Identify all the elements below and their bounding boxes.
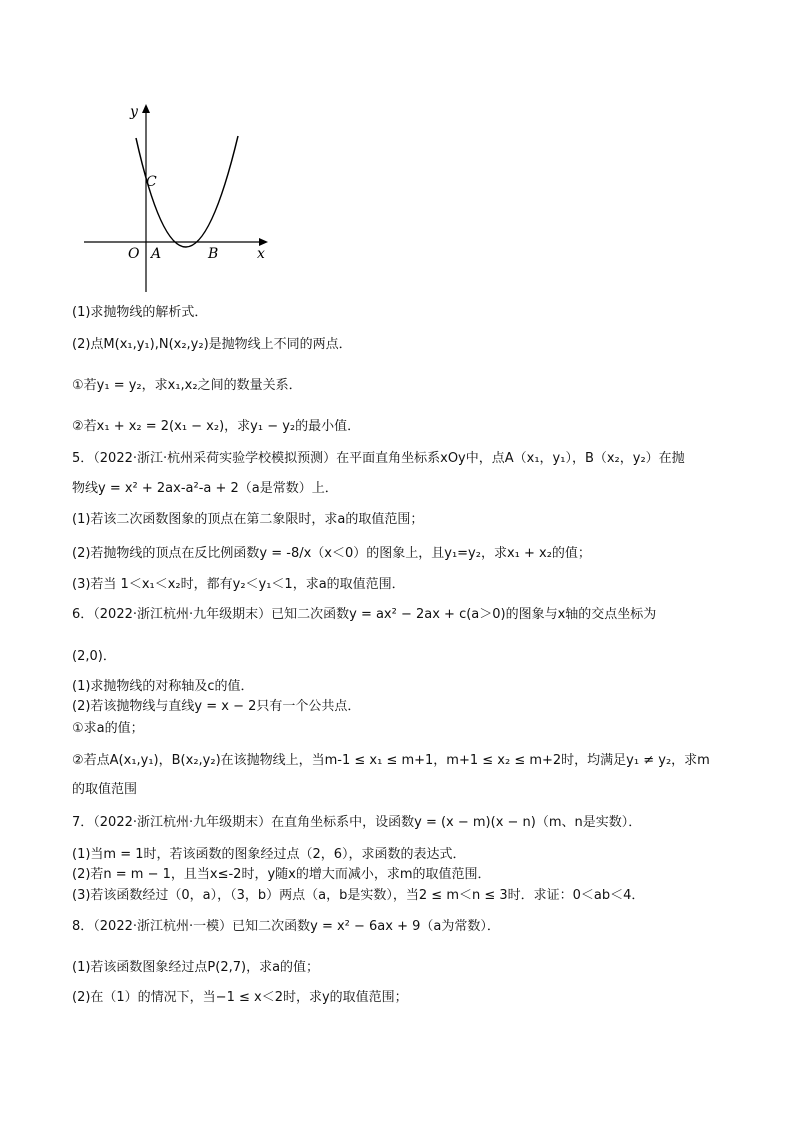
q5-stem-line2: 物线y = x² + 2ax-a²-a + 2（a是常数）上．: [72, 481, 338, 496]
point-b-label: B: [208, 246, 219, 262]
q5-part1: (1)若该二次函数图象的顶点在第二象限时，求a的取值范围；: [72, 512, 424, 527]
q6-stem-line1: 6．（2022·浙江杭州·九年级期末）已知二次函数y = ax² − 2ax + c(a＞0)的图象与x轴的交点坐标为: [72, 607, 657, 622]
point-c-label: C: [146, 174, 157, 190]
q4-part2-sub2: ②若x₁ + x₂ = 2(x₁ − x₂)，求y₁ − y₂的最小值．: [72, 419, 361, 434]
q5-stem-line1: 5．（2022·浙江·杭州采荷实验学校模拟预测）在平面直角坐标系xOy中，点A（x₁，y₁），B（x₂，y₂）在抛: [72, 451, 685, 466]
q7-part1: (1)当m = 1时，若该函数的图象经过点（2，6），求函数的表达式．: [72, 847, 466, 862]
q5-part3: (3)若当 1＜x₁＜x₂时，都有y₂＜y₁＜1，求a的取值范围．: [72, 577, 405, 592]
point-a-label: A: [151, 246, 162, 262]
x-axis-label: x: [257, 246, 265, 262]
q6-stem-line2: (2,0)．: [72, 649, 116, 664]
q7-part2: (2)若n = m − 1，且当x≤-2时，y随x的增大而减小，求m的取值范围．: [72, 867, 491, 882]
x-axis-arrow: [259, 238, 268, 246]
y-axis-arrow: [142, 104, 150, 113]
origin-label: O: [128, 246, 140, 262]
q8-part1: (1)若该函数图象经过点P(2,7)，求a的值；: [72, 960, 320, 975]
q6-part1: (1)求抛物线的对称轴及c的值．: [72, 679, 254, 694]
q6-part2: (2)若该抛物线与直线y = x − 2只有一个公共点．: [72, 699, 361, 714]
q6-part2-sub2-cont: 的取值范围: [72, 782, 138, 797]
q4-part2-sub1: ①若y₁ = y₂，求x₁,x₂之间的数量关系．: [72, 378, 302, 393]
q6-part2-sub2: ②若点A(x₁,y₁)，B(x₂,y₂)在该抛物线上，当m-1 ≤ x₁ ≤ m+1，m+1 ≤ x₂ ≤ m+2时，均满足y₁ ≠ y₂，求m: [72, 753, 710, 768]
parabola-curve: [136, 136, 238, 247]
parabola-figure: [78, 96, 278, 296]
q4-part2: (2)点M(x₁,y₁),N(x₂,y₂)是抛物线上不同的两点．: [72, 337, 352, 352]
y-axis-label: y: [130, 104, 138, 120]
q7-part3: (3)若该函数经过（0，a），（3，b）两点（a，b是实数），当2 ≤ m＜n ≤ 3时．求证：0＜ab＜4．: [72, 888, 645, 903]
q5-part2: (2)若抛物线的顶点在反比例函数y = -8/x（x＜0）的图象上，且y₁=y₂，求x₁ + x₂的值；: [72, 546, 591, 561]
q8-stem: 8．（2022·浙江杭州·一模）已知二次函数y = x² − 6ax + 9（a为常数）．: [72, 919, 500, 934]
q4-part1: (1)求抛物线的解析式．: [72, 305, 208, 320]
q6-part2-sub1: ①求a的值；: [72, 721, 144, 736]
q7-stem: 7．（2022·浙江杭州·九年级期末）在直角坐标系中，设函数y = (x − m)(x − n)（m、n是实数）．: [72, 815, 642, 830]
q8-part2: (2)在（1）的情况下，当−1 ≤ x＜2时，求y的取值范围；: [72, 990, 408, 1005]
